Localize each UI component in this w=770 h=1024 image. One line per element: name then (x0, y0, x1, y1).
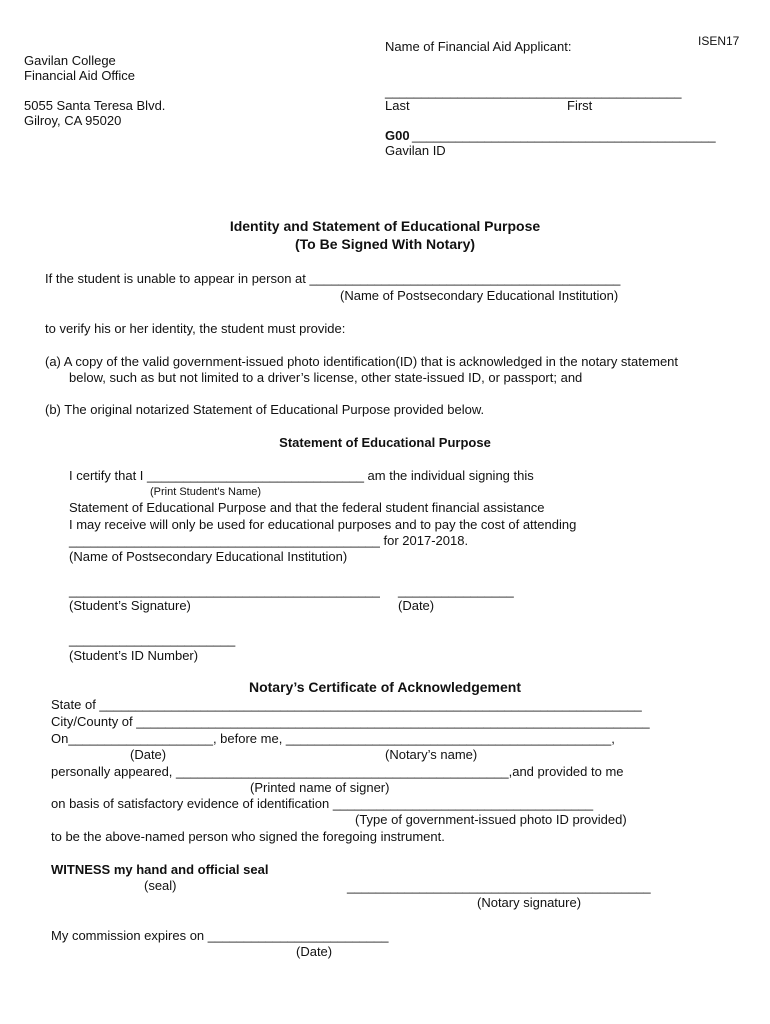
student-date-line[interactable]: ________________ (398, 583, 514, 598)
item-b: (b) The original notarized Statement of Educational Purpose provided below. (45, 402, 485, 417)
state-line[interactable]: State of ___________________________________________________________________________ (51, 697, 642, 712)
city-state-zip: Gilroy, CA 95020 (24, 113, 122, 128)
student-signature-caption: (Student’s Signature) (69, 598, 191, 613)
institution-year-line[interactable]: ___________________________________________ for 2017-2018. (69, 533, 469, 548)
department-name: Financial Aid Office (24, 68, 136, 83)
street-address: 5055 Santa Teresa Blvd. (24, 98, 166, 113)
verify-text: to verify his or her identity, the student must provide: (45, 321, 346, 336)
item-a-line2: below, such as but not limited to a driver’s license, other state-issued ID, or passport; and (69, 370, 583, 385)
above-named-text: to be the above-named person who signed the foregoing instrument. (51, 829, 445, 844)
gavilan-id-line[interactable]: __________________________________________ (412, 128, 716, 143)
institution-caption: (Name of Postsecondary Educational Institution) (340, 288, 619, 303)
statement-line3: I may receive will only be used for educational purposes and to pay the cost of attending (69, 517, 577, 532)
signer-caption: (Printed name of signer) (250, 780, 390, 795)
commission-date-caption: (Date) (296, 944, 333, 959)
student-id-caption: (Student’s ID Number) (69, 648, 199, 663)
form-code: ISEN17 (698, 34, 740, 48)
identification-line[interactable]: on basis of satisfactory evidence of identification ____________________________________ (51, 796, 594, 811)
notary-signature-caption: (Notary signature) (477, 895, 582, 910)
applicant-name-line[interactable]: _________________________________________ (385, 84, 682, 99)
page-title: Identity and Statement of Educational Purpose (229, 218, 541, 234)
notary-signature-line[interactable]: __________________________________________ (347, 879, 651, 894)
statement-line2: Statement of Educational Purpose and that the federal student financial assistance (69, 500, 545, 515)
seal-label: (seal) (144, 878, 177, 893)
appeared-line[interactable]: personally appeared, ______________________________________________,and provided to me (51, 764, 624, 779)
id-prefix: G00 (385, 128, 410, 143)
notary-name-caption: (Notary’s name) (385, 747, 478, 762)
date-caption: (Date) (130, 747, 167, 762)
item-a-line1: (a) A copy of the valid government-issued photo identification(ID) that is acknowledged in the notary statement (45, 354, 679, 369)
college-name: Gavilan College (24, 53, 116, 68)
witness-text: WITNESS my hand and official seal (51, 862, 269, 877)
commission-line[interactable]: My commission expires on _________________________ (51, 928, 389, 943)
statement-heading: Statement of Educational Purpose (279, 435, 491, 450)
gavilan-id-label: Gavilan ID (385, 143, 446, 158)
certify-line[interactable]: I certify that I ______________________________ am the individual signing this (69, 468, 534, 483)
page-subtitle: (To Be Signed With Notary) (294, 236, 476, 252)
intro-institution-line[interactable]: If the student is unable to appear in person at ___________________________________________ (45, 271, 621, 286)
student-date-caption: (Date) (398, 598, 435, 613)
date-notary-line[interactable]: On____________________, before me, _____________________________________________, (51, 731, 615, 746)
student-signature-line[interactable]: ___________________________________________ (69, 583, 380, 598)
first-name-label: First (567, 98, 593, 113)
applicant-label: Name of Financial Aid Applicant: (385, 39, 572, 54)
student-id-line[interactable]: _______________________ (69, 632, 236, 647)
photo-id-caption: (Type of government-issued photo ID provided) (355, 812, 627, 827)
statement-institution-caption: (Name of Postsecondary Educational Institution) (69, 549, 348, 564)
notary-heading: Notary’s Certificate of Acknowledgement (248, 679, 522, 695)
county-line[interactable]: City/County of _______________________________________________________________________ (51, 714, 650, 729)
print-name-caption: (Print Student’s Name) (150, 486, 262, 498)
last-name-label: Last (385, 98, 410, 113)
